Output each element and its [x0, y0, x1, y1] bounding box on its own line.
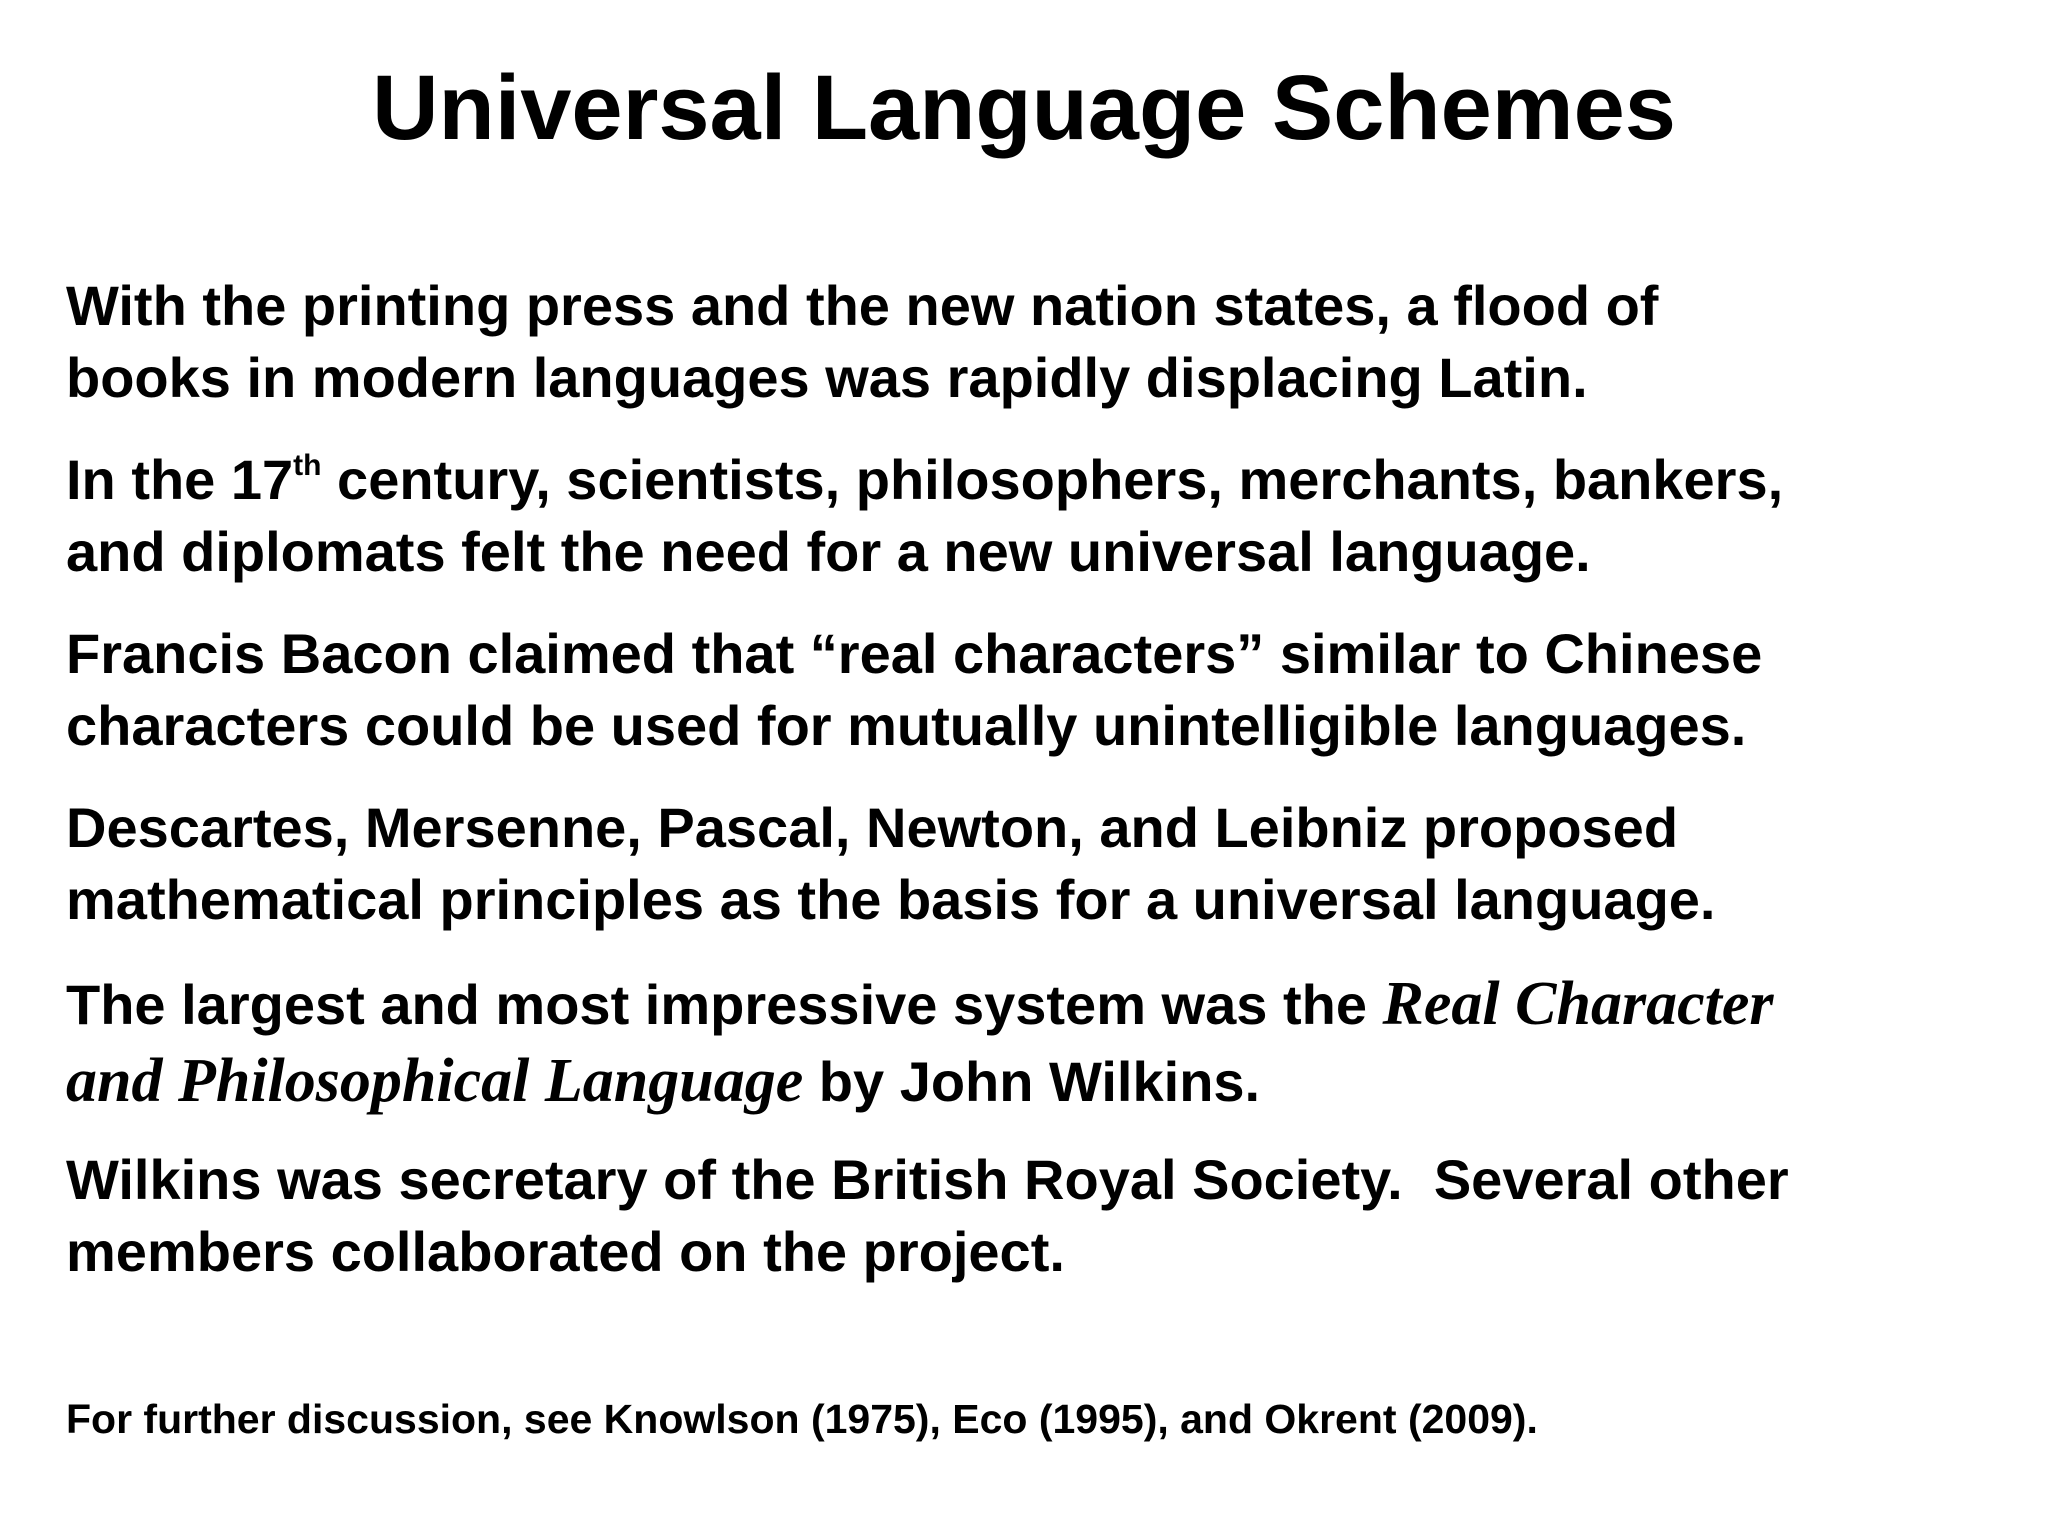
paragraph-17th-century: [66, 444, 2026, 588]
paragraph-line: [66, 1043, 2026, 1120]
paragraph-line: mathematical principles as the basis for a universal language.: [66, 868, 1716, 931]
paragraph-line: [66, 444, 2026, 516]
paragraph-line: books in modern languages was rapidly displacing Latin.: [66, 346, 1588, 409]
paragraph-line: Wilkins was secretary of the British Royal Society. Several other: [66, 1148, 1789, 1211]
paragraph-descartes: [66, 792, 2026, 936]
paragraph-line: Francis Bacon claimed that “real characters” similar to Chinese: [66, 622, 1763, 685]
paragraph-line: Descartes, Mersenne, Pascal, Newton, and Leibniz proposed: [66, 796, 1679, 859]
paragraph-printing-press: [66, 270, 2026, 414]
text-run: century, scientists, philosophers, merchants, bankers,: [321, 448, 1784, 511]
paragraph-line: characters could be used for mutually unintelligible languages.: [66, 694, 1747, 757]
paragraph-line: members collaborated on the project.: [66, 1220, 1065, 1283]
paragraph-royal-society: [66, 1144, 2026, 1288]
book-title-italic: and Philosophical Language: [66, 1047, 804, 1115]
text-run: In the 17: [66, 448, 294, 511]
book-title-italic: Real Character: [1382, 970, 1774, 1038]
superscript: th: [293, 449, 322, 483]
paragraph-francis-bacon: [66, 618, 2026, 762]
text-run: The largest and most impressive system was the: [66, 973, 1383, 1036]
paragraph-line: [66, 966, 2026, 1043]
paragraph-line: With the printing press and the new nation states, a flood of: [66, 274, 1659, 337]
text-run: by John Wilkins.: [803, 1050, 1261, 1113]
slide-title: Universal Language Schemes: [372, 57, 1676, 159]
footnote-references: For further discussion, see Knowlson (1975), Eco (1995), and Okrent (2009).: [66, 1396, 1538, 1442]
paragraph-wilkins-system: [66, 966, 2026, 1120]
paragraph-line: and diplomats felt the need for a new universal language.: [66, 520, 1591, 583]
